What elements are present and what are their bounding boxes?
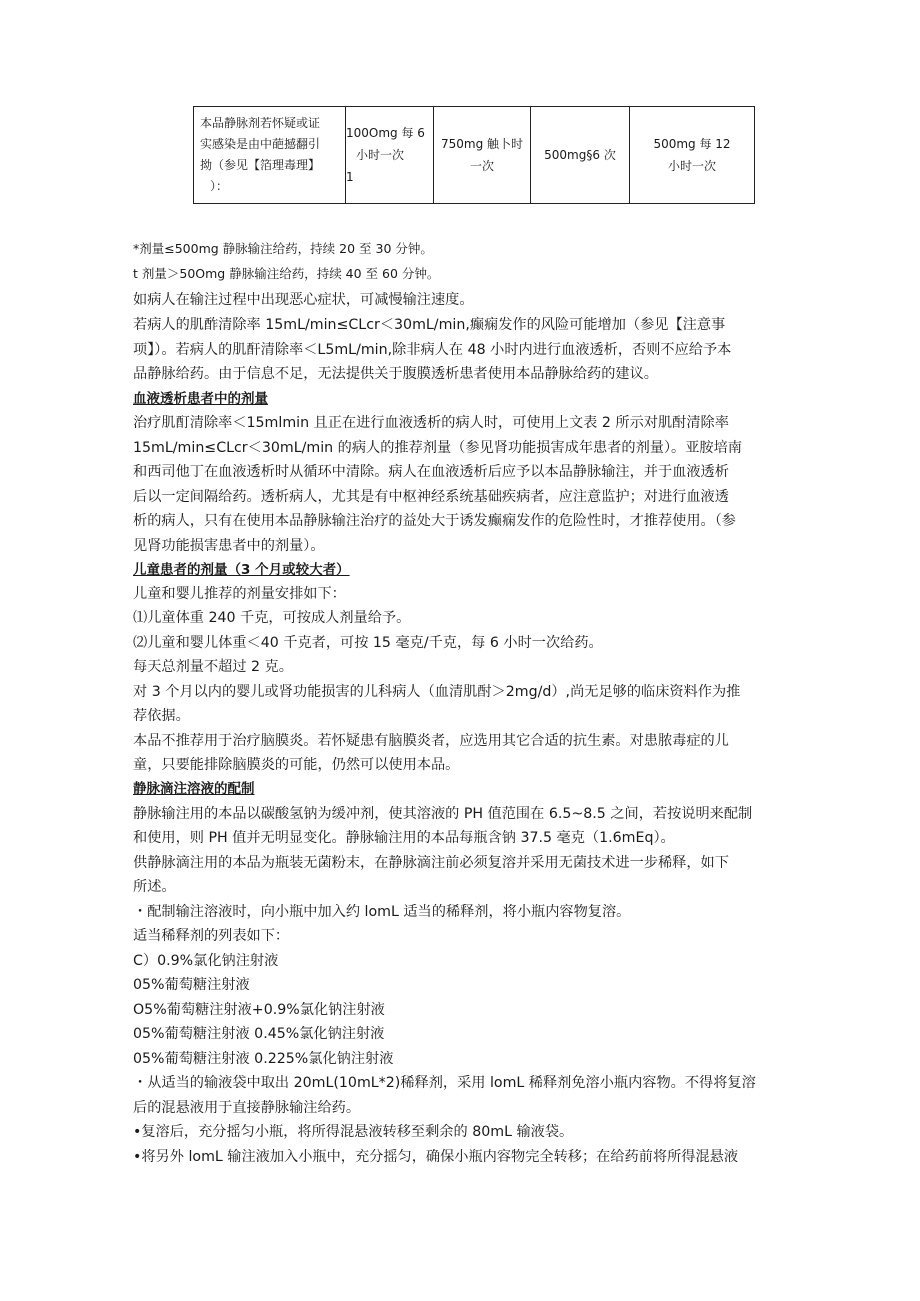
list-item: •将另外 lomL 输注液加入小瓶中，充分摇匀，确保小瓶内容物完全转移；在给药前将所得混悬液 (133, 1149, 739, 1165)
paragraph-line: 和西司他丁在血液透析时从循环中清除。病人在血液透析后应予以本品静脉输注，并于血液透析 (133, 464, 729, 480)
cell-line: ）： (210, 179, 229, 193)
paragraph-line: 荐依据。 (133, 708, 190, 724)
paragraph-line: 供静脉滴注用的本品为瓶装无菌粉末，在静脉滴注前必须复溶并采用无菌技术进一步稀释，如下 (133, 855, 729, 871)
paragraph-line: 治疗肌酊清除率＜15mlmin 且正在进行血液透析的病人时，可使用上文表 2 所示对肌酎清除率 (133, 415, 729, 431)
cell-line: 小时一次 (356, 148, 405, 162)
paragraph-line: 见肾功能损害患者中的剂量）。 (133, 538, 325, 554)
paragraph-line: 15mL∕min≤CLcr＜30mL∕min 的病人的推荐剂量（参见肾功能损害成年患者的剂量）。亚胺培南 (133, 440, 742, 456)
paragraph: 儿童和婴儿推荐的剂量安排如下： (133, 586, 346, 602)
paragraph: 如病人在输注过程中出现恶心症状，可减慢输注速度。 (133, 292, 474, 308)
table-cell-indication (194, 107, 346, 204)
paragraph-line: 对 3 个月以内的婴儿或肾功能损害的儿科病人（血清肌酎＞2mg∕d）,尚无足够的临床资料作为推 (133, 684, 741, 700)
section-heading-hemodialysis: 血液透析患者中的剂量 (133, 391, 268, 407)
section-heading-preparation: 静脉滴注溶液的配制 (133, 781, 255, 797)
paragraph-line: 和使用，则 PH 值并无明显变化。静脉输注用的本品每瓶含钠 37.5 毫克（1.6mEq）。 (133, 830, 675, 846)
paragraph-line: 析的病人，只有在使用本品静脉输注治疗的益处大于诱发癫痫发作的危险性时，才推荐使用。（参 (133, 513, 736, 529)
table-cell-dose-4 (630, 107, 755, 204)
paragraph-line: ・从适当的输液袋中取出 20mL(10mL*2)稀释剂，采用 lomL 稀释剂免溶小瓶内容物。不得将复溶 (133, 1075, 756, 1091)
list-item: ・配制输注溶液时，向小瓶中加入约 lomL 适当的稀释剂，将小瓶内容物复溶。 (133, 904, 631, 920)
list-item: O5%葡萄糖注射液+0.9%氯化钠注射液 (133, 1002, 385, 1018)
table-cell-dose-3 (531, 107, 630, 204)
list-item: C）0.9%氯化钠注射液 (133, 953, 279, 969)
paragraph-line: 童，只要能排除脑膜炎的可能，仍然可以使用本品。 (133, 757, 460, 773)
section-heading-pediatric: 儿童患者的剂量（3 个月或较大者） (133, 562, 350, 578)
paragraph-line: 若病人的肌酢清除率 15mL∕min≤CLcr＜30mL∕min,癫痫发作的风险可能增加（参见【注意事 (133, 317, 726, 333)
table-row (194, 107, 755, 204)
cell-line: 一次 (469, 159, 494, 173)
footnote-1: *剂量≤500mg 静脉输注给药，持续 20 至 30 分钟。 (133, 241, 433, 256)
footnote-2: t 剂量＞50Omg 静脉输注给药，持续 40 至 60 分钟。 (133, 266, 440, 281)
paragraph-line: 本品不推荐用于治疗脑膜炎。若怀疑患有脑膜炎者，应选用其它合适的抗生素。对患脓毒症的儿 (133, 733, 729, 749)
list-item: ⑴儿童体重 240 千克，可按成人剂量给予。 (133, 610, 411, 626)
cell-line: 实感染是由中葩撼翻引 (200, 137, 321, 151)
cell-line: 750mg 触卜时 (440, 137, 524, 151)
list-item: ⑵儿童和婴儿体重＜40 千克者，可按 15 毫克/千克，每 6 小时一次给药。 (133, 635, 603, 651)
table-cell-dose-2 (434, 107, 531, 204)
list-item: 05%葡萄糖注射液 0.45%氯化钠注射液 (133, 1026, 385, 1042)
list-item: •复溶后，充分摇匀小瓶，将所得混悬液转移至剩余的 80mL 输液袋。 (133, 1124, 574, 1140)
cell-line: 拗（参见【箔理毒理】 (200, 158, 321, 172)
paragraph-line: 所述。 (133, 879, 176, 895)
paragraph-line: 静脉输注用的本品以碳酸氢钠为缓冲剂，使其溶液的 PH 值范围在 6.5~8.5 之间，若按说明来配制 (133, 806, 753, 822)
cell-line: 小时一次 (667, 159, 716, 173)
cell-line: 500mg 每 12 (653, 137, 731, 151)
list-item: 05%葡萄糖注射液 0.225%氯化钠注射液 (133, 1051, 394, 1067)
cell-line: 100Omg 每 6 (346, 126, 425, 140)
list-item: 05%葡萄糖注射液 (133, 977, 250, 993)
paragraph: 每天总剂量不超过 2 克。 (133, 659, 293, 675)
dosage-table (193, 106, 755, 204)
paragraph-line: 后以一定间隔给药。透析病人，尤其是有中枢神经系统基础疾病者，应注意监护；对进行血液透 (133, 489, 729, 505)
cell-line: 500mg§6 次 (544, 148, 616, 162)
paragraph-line: 后的混悬液用于直接静脉输注给药。 (133, 1100, 361, 1116)
cell-line: 本品静脉剂若怀疑或证 (200, 116, 321, 130)
paragraph-line: 品静脉给药。由于信息不足，无法提供关于腹膜透析患者使用本品静脉给药的建议。 (133, 366, 658, 382)
table-cell-dose-1 (346, 107, 434, 204)
paragraph-line: 项】）。若病人的肌酐清除率＜L5mL∕min,除非病人在 48 小时内进行血液透析，否则不应给予本 (133, 342, 732, 358)
cell-line: 1 (346, 170, 354, 184)
paragraph: 适当稀释剂的列表如下： (133, 928, 290, 944)
